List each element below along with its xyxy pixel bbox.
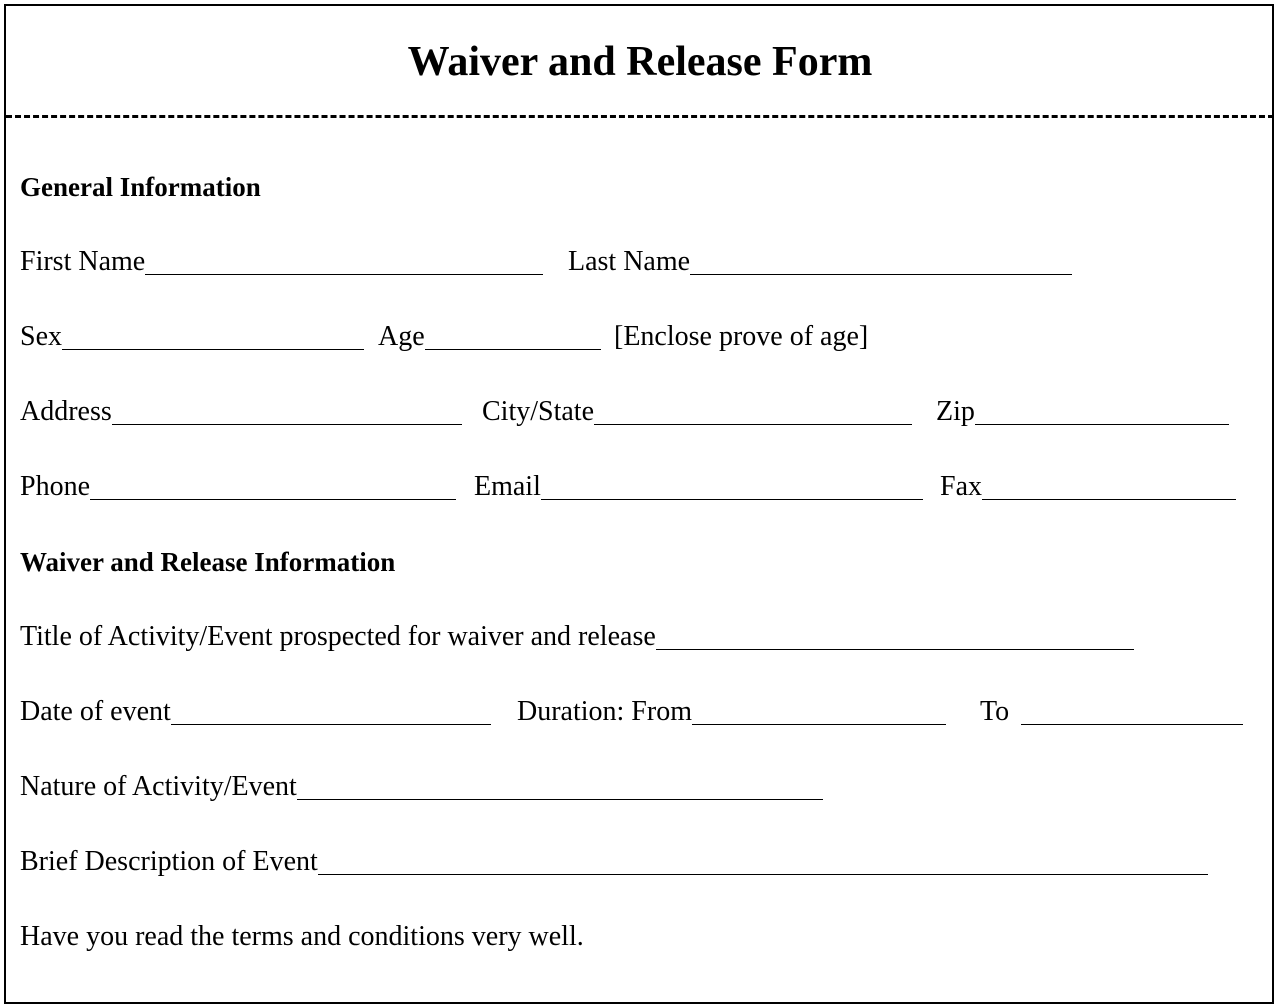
- title-divider: [6, 115, 1274, 118]
- sex-field[interactable]: [20, 320, 364, 354]
- nature-input-line[interactable]: [297, 771, 823, 800]
- activity-title-input-line[interactable]: [656, 621, 1134, 650]
- email-input-line[interactable]: [541, 471, 923, 500]
- description-label: Brief Description of Event: [20, 846, 318, 877]
- waiver-information-heading: Waiver and Release Information: [20, 547, 396, 577]
- address-label: Address: [20, 396, 112, 427]
- activity-title-label: Title of Activity/Event prospected for waiver and release: [20, 621, 656, 652]
- event-date-label: Date of event: [20, 696, 171, 727]
- zip-label: Zip: [936, 396, 975, 427]
- fax-label: Fax: [940, 471, 982, 502]
- city-state-label: City/State: [482, 396, 594, 427]
- phone-input-line[interactable]: [90, 471, 456, 500]
- address-field[interactable]: [20, 395, 462, 429]
- last-name-label: Last Name: [568, 246, 691, 277]
- last-name-input-line[interactable]: [690, 246, 1072, 275]
- form-title: Waiver and Release Form: [407, 39, 873, 85]
- fax-input-line[interactable]: [982, 471, 1236, 500]
- sex-label: Sex: [20, 321, 62, 352]
- city-state-field[interactable]: [482, 395, 912, 429]
- email-field[interactable]: [474, 470, 923, 504]
- age-label: Age: [378, 321, 425, 352]
- address-input-line[interactable]: [112, 396, 462, 425]
- phone-label: Phone: [20, 471, 90, 502]
- duration-from-field[interactable]: [517, 695, 946, 729]
- description-input-line[interactable]: [318, 846, 1208, 875]
- event-date-field[interactable]: [20, 695, 491, 729]
- sex-input-line[interactable]: [62, 321, 364, 350]
- duration-from-input-line[interactable]: [692, 696, 946, 725]
- duration-from-label: Duration: From: [517, 696, 692, 727]
- general-information-heading: General Information: [20, 172, 261, 202]
- phone-field[interactable]: [20, 470, 456, 504]
- nature-label: Nature of Activity/Event: [20, 771, 297, 802]
- duration-to-label: To: [980, 696, 1010, 727]
- description-field[interactable]: [20, 845, 1208, 879]
- activity-title-field[interactable]: [20, 620, 1134, 654]
- age-proof-note: [Enclose prove of age]: [614, 321, 869, 352]
- age-field[interactable]: [378, 320, 601, 354]
- first-name-input-line[interactable]: [145, 246, 543, 275]
- email-label: Email: [474, 471, 541, 502]
- terms-question: Have you read the terms and conditions very well.: [20, 921, 584, 952]
- first-name-field[interactable]: [20, 245, 543, 279]
- zip-input-line[interactable]: [975, 396, 1229, 425]
- first-name-label: First Name: [20, 246, 146, 277]
- age-input-line[interactable]: [425, 321, 601, 350]
- duration-to-input-line[interactable]: [1021, 696, 1243, 725]
- last-name-field[interactable]: [568, 245, 1072, 279]
- nature-field[interactable]: [20, 770, 823, 804]
- zip-field[interactable]: [936, 395, 1229, 429]
- city-state-input-line[interactable]: [594, 396, 912, 425]
- event-date-input-line[interactable]: [171, 696, 491, 725]
- duration-to-field[interactable]: [980, 695, 1243, 729]
- fax-field[interactable]: [940, 470, 1236, 504]
